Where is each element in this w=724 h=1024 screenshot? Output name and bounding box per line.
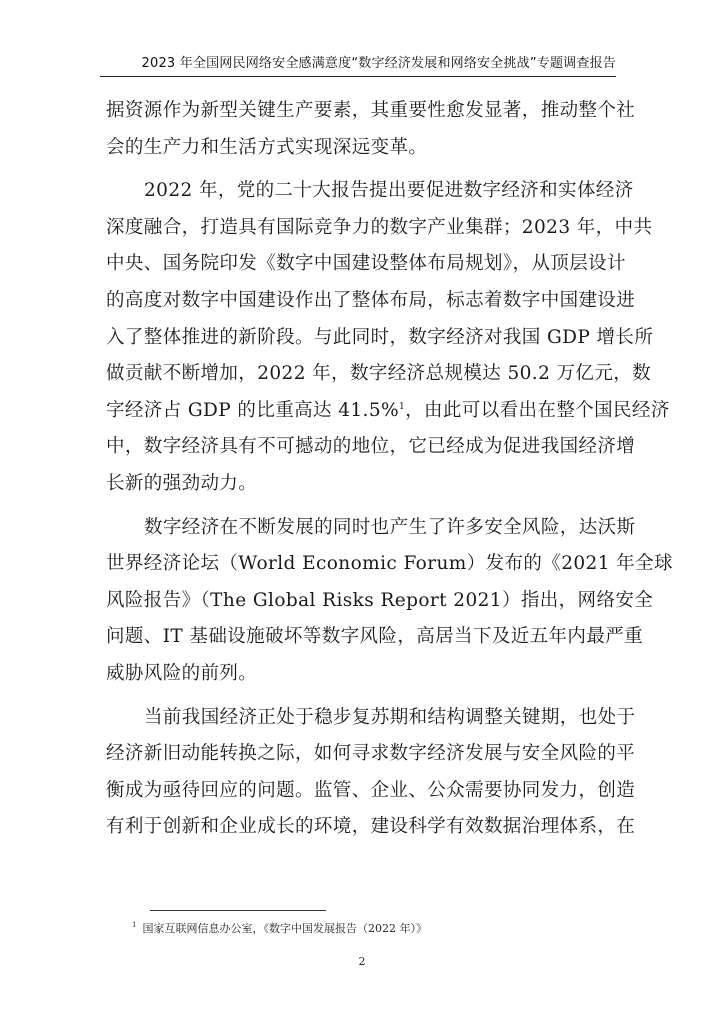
text-line: 长新的强劲动力。 bbox=[106, 472, 258, 494]
text-line: 2022 年，党的二十大报告提出要促进数字经济和实体经济 bbox=[144, 180, 634, 202]
paragraph-3 bbox=[106, 510, 673, 693]
text-line: 中，数字经济具有不可撼动的地位，它已经成为促进我国经济增 bbox=[106, 436, 636, 458]
page-number: 2 bbox=[358, 955, 366, 968]
text-line: 中央、国务院印发《数字中国建设整体布局规划》，从顶层设计 bbox=[106, 253, 626, 275]
paragraph-2 bbox=[106, 173, 670, 502]
text-line: 风险报告》（The Global Risks Report 2021）指出，网络安全 bbox=[106, 589, 654, 611]
text-line: 经济新旧动能转换之际，如何寻求数字经济发展与安全风险的平 bbox=[106, 743, 636, 765]
text-line: 威胁风险的前列。 bbox=[106, 662, 258, 684]
footnote-reference[interactable]: 1 bbox=[398, 401, 406, 412]
footnote-text: 国家互联网信息办公室，《数字中国发展报告（2022 年）》 bbox=[142, 922, 427, 935]
text-line: 数字经济在不断发展的同时也产生了许多安全风险，达沃斯 bbox=[144, 516, 636, 538]
paragraph-1 bbox=[106, 93, 636, 166]
text-line: 当前我国经济正处于稳步复苏期和结构调整关键期，也处于 bbox=[144, 706, 636, 728]
footnote-mark: 1 bbox=[132, 921, 137, 930]
text-line: 做贡献不断增加，2022 年，数字经济总规模达 50.2 万亿元，数 bbox=[106, 363, 652, 385]
text-line: 的高度对数字中国建设作出了整体布局，标志着数字中国建设进 bbox=[106, 289, 636, 311]
footnote bbox=[132, 920, 427, 936]
text-line: 据资源作为新型关键生产要素，其重要性愈发显著，推动整个社 bbox=[106, 100, 636, 121]
body-text bbox=[106, 93, 673, 846]
text-line: 世界经济论坛（World Economic Forum）发布的《2021 年全球 bbox=[106, 553, 673, 575]
footnote-rule bbox=[150, 910, 326, 911]
text-line: 入了整体推进的新阶段。与此同时，数字经济对我国 GDP 增长所 bbox=[106, 326, 654, 348]
text-line: 深度融合，打造具有国际竞争力的数字产业集群；2023 年，中共 bbox=[106, 216, 653, 238]
running-header: 2023 年全国网民网络安全感满意度“数字经济发展和网络安全挑战”专题调查报告 bbox=[141, 56, 616, 71]
text-line: 会的生产力和生活方式实现深远变革。 bbox=[106, 136, 428, 158]
text-line: 有利于创新和企业成长的环境，建设科学有效数据治理体系，在 bbox=[106, 816, 636, 838]
text-line: 问题、IT 基础设施破坏等数字风险，高居当下及近五年内最严重 bbox=[106, 626, 644, 648]
paragraph-4 bbox=[106, 700, 636, 846]
line-text-after-ref: ，由此可以看出在整个国民经济 bbox=[405, 399, 670, 421]
text-line-with-footnote bbox=[106, 393, 670, 430]
text-line: 衡成为亟待回应的问题。监管、企业、公众需要协同发力，创造 bbox=[106, 779, 636, 801]
line-text-before-ref: 字经济占 GDP 的比重高达 41.5% bbox=[106, 399, 399, 421]
header-rule bbox=[100, 76, 616, 77]
